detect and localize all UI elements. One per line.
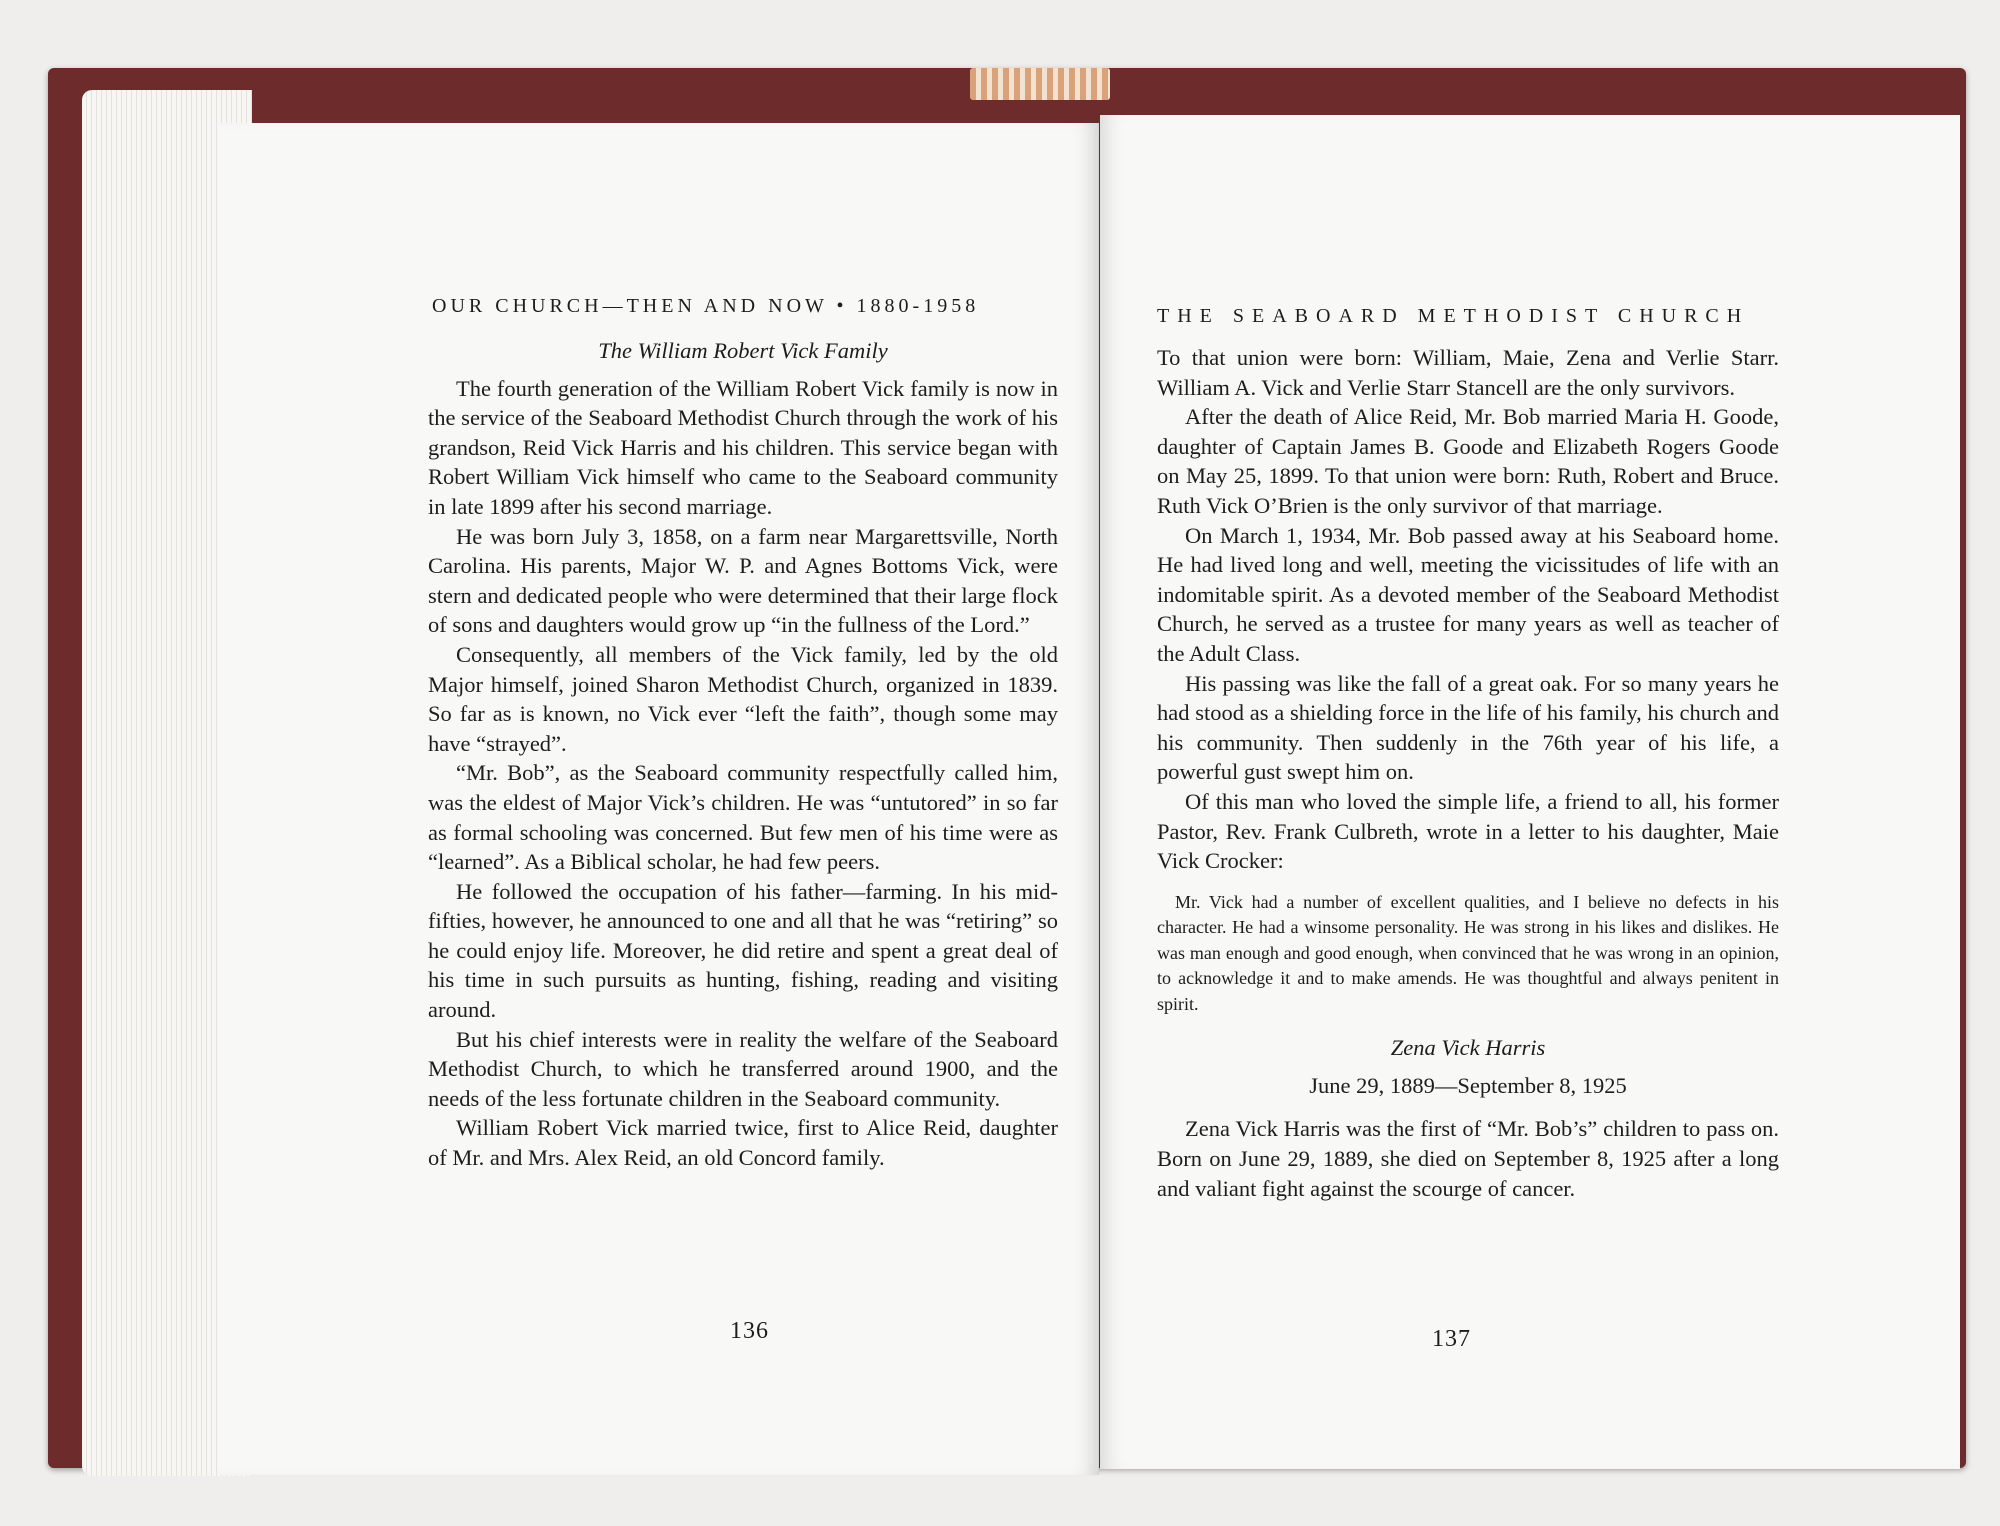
paragraph: Consequently, all members of the Vick family, led by the old Major himself, joined Sharon Methodist Church, organized in 1839. So far as is known, no Vick ever “left the faith”, though some may have “strayed”. — [428, 641, 1058, 756]
paragraph: The fourth generation of the William Robert Vick family is now in the service of the Seaboard Methodist Church through the work of his grandson, Reid Vick Harris and his children. This service began with Robert William Vick himself who came to the Seaboard community in late 1899 after his second marriage. — [428, 375, 1058, 519]
bookmark-ribbon — [970, 68, 1110, 100]
section-heading: The William Robert Vick Family — [598, 338, 888, 363]
right-running-head: THE SEABOARD METHODIST CHURCH — [1157, 305, 1750, 327]
paragraph: He followed the occupation of his father—farming. In his mid-fifties, however, he announced to one and all that he was “retiring” so he could enjoy life. Moreover, he did retire and spent a great deal of his time in such pursuits as hunting, fishing, reading and visiting around. — [428, 878, 1058, 1023]
paragraph: Zena Vick Harris was the first of “Mr. Bob’s” children to pass on. Born on June 29, 1889, she died on September 8, 1925 after a long and valiant fight against the scourge of cancer. — [1157, 1116, 1779, 1201]
page-number-right: 137 — [1432, 1326, 1471, 1352]
right-page-text — [1157, 343, 1779, 1203]
left-running-head: OUR CHURCH—THEN AND NOW • 1880-1958 — [432, 295, 980, 317]
paragraph: Of this man who loved the simple life, a friend to all, his former Pastor, Rev. Frank Culbreth, wrote in a letter to his daughter, Maie Vick Crocker: — [1157, 788, 1779, 874]
paragraph: After the death of Alice Reid, Mr. Bob married Maria H. Goode, daughter of Captain James B. Goode and Elizabeth Rogers Goode on May 25, 1899. To that union were born: Ruth, Robert and Bruce. Ruth Vick O’Brien is the only survivor of that marriage. — [1157, 404, 1779, 518]
page-number-left: 136 — [730, 1318, 769, 1344]
paragraph: “Mr. Bob”, as the Seaboard community respectfully called him, was the eldest of Major Vick’s children. He was “untutored” in so far as formal schooling was concerned. But few men of his time were as “learned”. As a Biblical scholar, he had few peers. — [428, 760, 1058, 875]
right-page — [1100, 115, 1960, 1469]
book-cover — [48, 68, 1966, 1468]
continuation-paragraph: To that union were born: William, Maie, Zena and Verlie Starr. William A. Vick and Verlie Starr Stancell are the only survivors. — [1157, 345, 1779, 400]
paragraph: His passing was like the fall of a great oak. For so many years he had stood as a shielding force in the life of his family, his church and his community. Then suddenly in the 76th year of his life, a powerful gust swept him on. — [1157, 670, 1779, 785]
date-line: June 29, 1889—September 8, 1925 — [1309, 1072, 1627, 1098]
paragraph: On March 1, 1934, Mr. Bob passed away at his Seaboard home. He had lived long and well, meeting the vicissitudes of life with an indomitable spirit. As a devoted member of the Seaboard Methodist Church, he served as a trustee for many years as well as teacher of the Adult Class. — [1157, 522, 1779, 666]
paragraph: William Robert Vick married twice, first to Alice Reid, daughter of Mr. and Mrs. Alex Reid, an old Concord family. — [428, 1115, 1058, 1171]
paragraph: But his chief interests were in reality the welfare of the Seaboard Methodist Church, to which he transferred around 1900, and the needs of the less fortunate children in the Seaboard community. — [428, 1026, 1058, 1111]
left-page — [218, 123, 1099, 1475]
paragraph: He was born July 3, 1858, on a farm near Margarettsville, North Carolina. His parents, Major W. P. and Agnes Bottoms Vick, were stern and dedicated people who were determined that their large flock of sons and daughters would grow up “in the fullness of the Lord.” — [428, 523, 1058, 638]
letter-quote: Mr. Vick had a number of excellent qualities, and I believe no defects in his character. He had a winsome personality. He was strong in his likes and dislikes. He was man enough and good enough, when convinced that he was wrong in an opinion, to acknowledge it and to make amends. He was thoughtful and always penitent in spirit. — [1157, 891, 1779, 1014]
sub-heading: Zena Vick Harris — [1390, 1035, 1546, 1061]
left-page-text — [428, 336, 1058, 1173]
